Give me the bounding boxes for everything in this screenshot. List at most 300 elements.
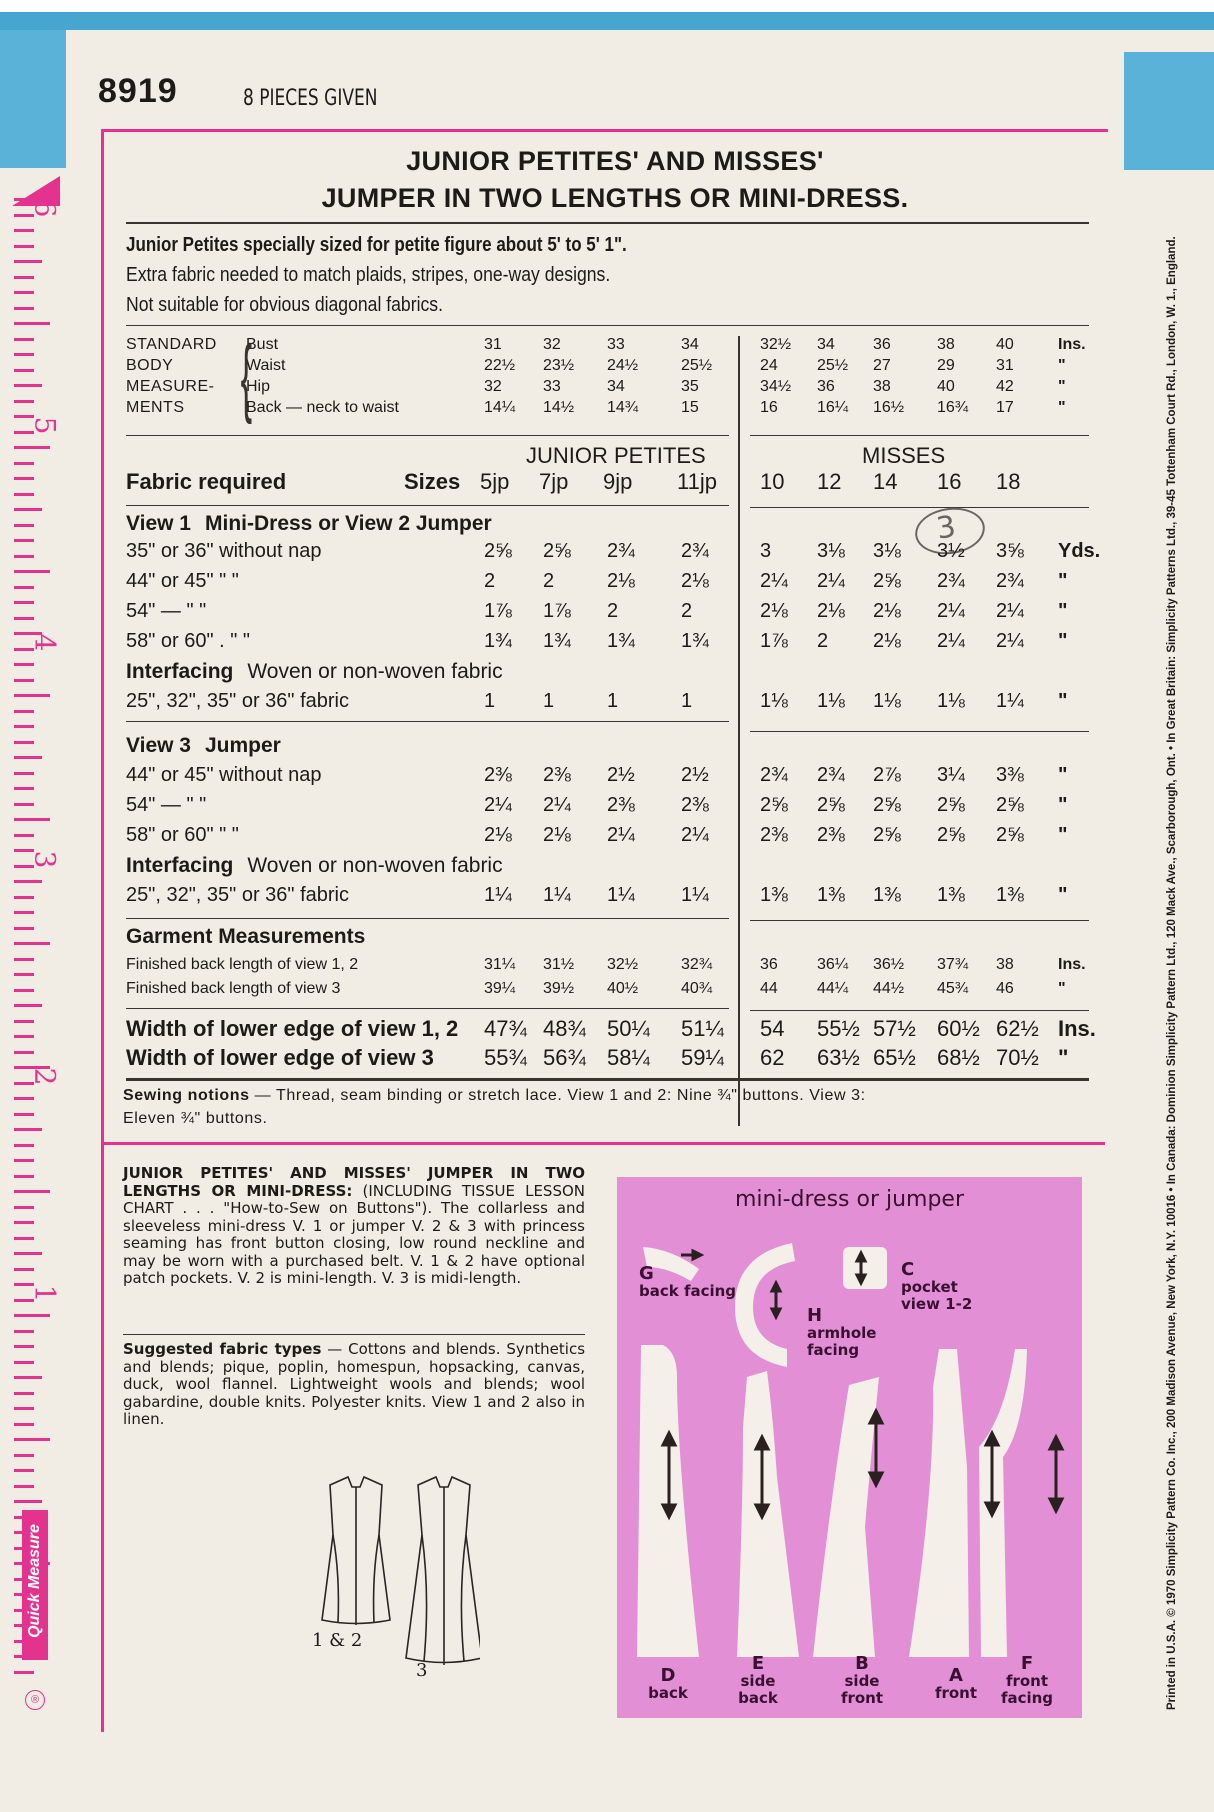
ruler-number: 1: [28, 1284, 62, 1303]
row-label: 54" — " ": [126, 794, 207, 816]
ruler-tick: [14, 756, 42, 759]
ruler-tick: [14, 834, 34, 837]
misses-value: 2¾: [817, 764, 845, 786]
ruler-tick: [14, 570, 50, 573]
misses-value: 16¼: [817, 399, 849, 416]
ruler-tick: [14, 1330, 34, 1333]
jp-value: 55¾: [484, 1045, 527, 1070]
unit-label: ": [1058, 794, 1068, 816]
misses-value: 2¼: [996, 600, 1024, 622]
jp-value: 24½: [607, 357, 639, 374]
view12-heading: View 1 Mini-Dress or View 2 Jumper: [126, 512, 492, 535]
sketch-label-view12: 1 & 2: [312, 1630, 363, 1651]
ruler-tick: [14, 1051, 34, 1054]
piece-label-g: G back facing: [639, 1263, 737, 1300]
misses-value: 1⅜: [937, 884, 965, 906]
misses-value: 2⅞: [873, 764, 901, 786]
ruler-tick: [14, 276, 34, 279]
piece-label-d: D back: [648, 1665, 688, 1702]
misses-value: 1⅛: [760, 690, 788, 712]
view3-heading: View 3 Jumper: [126, 734, 281, 757]
unit-label: ": [1058, 630, 1068, 652]
misses-value: 36: [873, 336, 891, 353]
jp-value: 1¼: [484, 884, 512, 906]
ruler-tick: [14, 1237, 34, 1240]
misses-value: 1⅞: [760, 630, 788, 652]
row-label: Waist: [246, 357, 286, 374]
jp-value: 2¼: [681, 824, 709, 846]
ruler-tick: [14, 338, 34, 341]
misses-value: 2⅜: [817, 824, 845, 846]
group-label: MEASURE-: [126, 378, 215, 395]
misses-value: 36½: [873, 956, 905, 973]
column-divider: [738, 336, 740, 1126]
jp-value: 1: [607, 690, 619, 712]
jp-value: 1¼: [607, 884, 635, 906]
brace-icon: {: [240, 329, 253, 425]
ruler-tick: [14, 803, 34, 806]
misses-value: 27: [873, 357, 891, 374]
misses-value: 32½: [760, 336, 792, 353]
misses-value: 37¾: [937, 956, 969, 973]
ruler-tick: [14, 679, 34, 682]
misses-value: 3: [760, 540, 772, 562]
jp-value: 25½: [681, 357, 713, 374]
jp-value: 2⅝: [484, 540, 512, 562]
jp-value: 32: [543, 336, 561, 353]
jp-value: 2½: [607, 764, 635, 786]
misses-value: 40: [996, 336, 1014, 353]
ruler-tick: [14, 245, 34, 248]
jp-value: 58¼: [607, 1045, 650, 1070]
ruler-tick: [14, 1469, 34, 1472]
group-misses: MISSES: [862, 443, 946, 468]
divider: [126, 1008, 729, 1009]
ruler-tick: [14, 493, 34, 496]
jp-value: 2¼: [543, 794, 571, 816]
jp-value: 39¼: [484, 980, 516, 997]
size-jp: 9jp: [603, 469, 633, 494]
jp-value: 1¾: [543, 630, 571, 652]
size-misses: 14: [873, 469, 898, 494]
jp-value: 2: [607, 600, 619, 622]
jp-value: 14¼: [484, 399, 516, 416]
misses-value: 34½: [760, 378, 792, 395]
unit-label: ": [1058, 884, 1068, 906]
row-label: 35" or 36" without nap: [126, 540, 322, 562]
jp-value: 2⅛: [607, 570, 635, 592]
misses-value: 2⅝: [873, 570, 901, 592]
ruler-tick: [14, 1206, 34, 1209]
misses-value: 1⅛: [873, 690, 901, 712]
misses-value: 2⅝: [873, 824, 901, 846]
misses-value: 40: [937, 378, 955, 395]
ruler-tick: [14, 260, 42, 263]
ruler-tick: [14, 586, 34, 589]
ruler-tick: [14, 1097, 34, 1100]
misses-value: 63½: [817, 1045, 860, 1070]
misses-value: 62½: [996, 1016, 1039, 1041]
misses-value: 1¼: [996, 690, 1024, 712]
jp-value: 32: [484, 378, 502, 395]
note-extra-fabric: Extra fabric needed to match plaids, stripes, one-way designs.: [126, 264, 611, 286]
ruler-tick: [14, 818, 50, 821]
jp-value: 40½: [607, 980, 639, 997]
ruler-tick: [14, 1128, 42, 1131]
jp-value: 2: [543, 570, 555, 592]
ruler-tick: [14, 1392, 34, 1395]
size-jp: 11jp: [677, 469, 717, 494]
unit-label: ": [1058, 570, 1068, 592]
piece-label-e: E side back: [738, 1653, 778, 1707]
misses-value: 2¾: [760, 764, 788, 786]
row-label: 58" or 60" " ": [126, 824, 239, 846]
ruler-tick: [14, 291, 34, 294]
unit-label: ": [1058, 690, 1068, 712]
piece-label-c: C pocket view 1-2: [901, 1259, 973, 1313]
jp-value: 1: [543, 690, 555, 712]
divider: [126, 1078, 1089, 1081]
ruler-tick: [14, 896, 34, 899]
ruler-tick: [14, 446, 50, 449]
ruler-tick: [14, 1004, 42, 1007]
misses-value: 36¼: [817, 956, 849, 973]
misses-value: 1⅜: [873, 884, 901, 906]
ruler-tick: [14, 1407, 34, 1410]
jp-value: 2⅝: [543, 540, 571, 562]
group-label: MENTS: [126, 399, 185, 416]
garment-heading: Garment Measurements: [126, 925, 366, 948]
ruler-tick: [14, 1221, 34, 1224]
jp-value: 31¼: [484, 956, 516, 973]
jp-value: 1¾: [607, 630, 635, 652]
misses-value: 1⅜: [760, 884, 788, 906]
ruler-tick: [14, 477, 34, 480]
misses-value: 25½: [817, 357, 849, 374]
frame-divider: [101, 1142, 1105, 1145]
ruler-tick: [14, 1345, 34, 1348]
divider: [750, 920, 1089, 921]
divider: [126, 721, 729, 722]
ruler-tick: [14, 710, 34, 713]
divider: [750, 507, 1089, 508]
jp-value: 1⅞: [484, 600, 512, 622]
ruler-tick: [14, 369, 34, 372]
ruler-tick: [14, 1252, 42, 1255]
misses-value: 3⅛: [873, 540, 901, 562]
jp-value: 39½: [543, 980, 575, 997]
jp-value: 32½: [607, 956, 639, 973]
pieces-count: 8 PIECES GIVEN: [243, 86, 378, 111]
jp-value: 51¼: [681, 1016, 724, 1041]
misses-value: 1⅛: [817, 690, 845, 712]
registered-mark-icon: ®: [25, 1690, 45, 1710]
ruler-tick: [14, 1113, 34, 1116]
misses-value: 34: [817, 336, 835, 353]
size-misses: 10: [760, 469, 785, 494]
row-label: Width of lower edge of view 1, 2: [126, 1016, 459, 1041]
ruler-tick: [14, 1485, 34, 1488]
ruler-tick: [14, 741, 34, 744]
misses-value: 2⅝: [996, 794, 1024, 816]
ruler-tick: [14, 927, 34, 930]
view3-interfacing-heading: Interfacing Woven or non-woven fabric: [126, 854, 503, 877]
sewing-notions-cont: Eleven ¾" buttons.: [123, 1110, 268, 1127]
jp-value: 1: [484, 690, 496, 712]
ruler-tick: [14, 880, 42, 883]
pattern-description: JUNIOR PETITES' AND MISSES' JUMPER IN TWO LENGTHS OR MINI-DRESS: (INCLUDING TISSUE LESSON CHART . . . "How-to-Sew on Buttons"). The collarless and sleeveless mini-dress V. 1 or jumper V. 2 & 3 with princess seaming has front button closing, low round neckline and may be worn with a purchased belt. V. 1 & 2 have optional patch pockets. V. 2 is mini-length. V. 3 is midi-length.: [123, 1164, 585, 1287]
divider: [750, 731, 1089, 732]
divider: [126, 222, 1089, 224]
misses-value: 16½: [873, 399, 905, 416]
fabric-required-label: Fabric required: [126, 469, 287, 494]
handwritten-circled-mark: 3: [912, 503, 988, 558]
misses-value: 2⅝: [873, 794, 901, 816]
row-label: Hip: [246, 378, 271, 395]
jp-value: 34: [681, 336, 699, 353]
ruler-tick: [14, 524, 34, 527]
ruler-tick: [14, 617, 34, 620]
ruler-tick: [14, 322, 50, 325]
jp-value: 33: [543, 378, 561, 395]
ruler-tick: [14, 555, 34, 558]
ruler-tick: [14, 384, 42, 387]
misses-value: 65½: [873, 1045, 916, 1070]
misses-value: 2¼: [760, 570, 788, 592]
ruler-tick: [14, 601, 34, 604]
divider: [750, 1010, 1089, 1011]
size-jp: 7jp: [539, 469, 569, 494]
ruler-tick: [14, 973, 34, 976]
ruler-tick: [14, 1671, 34, 1674]
ruler-tick: [14, 400, 34, 403]
jp-value: 2⅜: [484, 764, 512, 786]
ruler-tick: [14, 1175, 34, 1178]
jp-value: 1¾: [681, 630, 709, 652]
ruler-tick: [14, 1035, 34, 1038]
misses-value: 36: [817, 378, 835, 395]
jp-value: 2¾: [681, 540, 709, 562]
ruler-tick: [14, 942, 50, 945]
unit-label: Ins.: [1058, 336, 1086, 353]
ruler-tick: [14, 229, 34, 232]
jp-value: 2⅜: [607, 794, 635, 816]
row-label: Finished back length of view 1, 2: [126, 956, 359, 973]
ruler-tick: [14, 1423, 34, 1426]
misses-value: 31: [996, 357, 1014, 374]
divider: [750, 435, 1089, 436]
misses-value: 68½: [937, 1045, 980, 1070]
jp-value: 1¼: [681, 884, 709, 906]
misses-value: 60½: [937, 1016, 980, 1041]
misses-value: 45¾: [937, 980, 969, 997]
sizes-label: Sizes: [404, 469, 461, 494]
jp-value: 31½: [543, 956, 575, 973]
jp-value: 2⅜: [681, 794, 709, 816]
size-misses: 18: [996, 469, 1021, 494]
jp-value: 1¼: [543, 884, 571, 906]
jp-value: 2⅛: [484, 824, 512, 846]
quick-measure-ruler: [0, 168, 66, 1708]
sewing-notions: Sewing notions — Thread, seam binding or stretch lace. View 1 and 2: Nine ¾" buttons. View 3:: [123, 1087, 866, 1104]
misses-value: 3⅜: [996, 764, 1024, 786]
misses-value: 2: [817, 630, 829, 652]
jp-value: 14½: [543, 399, 575, 416]
misses-value: 42: [996, 378, 1014, 395]
row-label: Bust: [246, 336, 279, 353]
ruler-tick: [14, 1144, 34, 1147]
jp-value: 33: [607, 336, 625, 353]
ruler-tick: [14, 1268, 34, 1271]
ruler-number: 4: [28, 633, 62, 652]
row-label: 25", 32", 35" or 36" fabric: [126, 884, 349, 906]
quick-measure-badge: Quick Measure: [22, 1510, 48, 1660]
ruler-tick: [14, 772, 34, 775]
misses-value: 38: [873, 378, 891, 395]
row-label: 58" or 60" . " ": [126, 630, 251, 652]
misses-value: 2⅝: [937, 794, 965, 816]
divider: [126, 325, 1089, 326]
divider: [126, 918, 729, 919]
piece-label-h: H armhole facing: [807, 1305, 877, 1359]
row-label: 25", 32", 35" or 36" fabric: [126, 690, 349, 712]
misses-value: 1⅜: [996, 884, 1024, 906]
jp-value: 22½: [484, 357, 516, 374]
misses-value: 54: [760, 1016, 785, 1041]
ruler-tick: [14, 1020, 34, 1023]
jp-value: 59¼: [681, 1045, 724, 1070]
misses-value: 2⅛: [873, 630, 901, 652]
unit-label: ": [1058, 378, 1066, 395]
misses-value: 2¾: [996, 570, 1024, 592]
row-label: Back — neck to waist: [246, 399, 399, 416]
publisher-imprint: Printed in U.S.A. © 1970 Simplicity Pattern Co. Inc., 200 Madison Avenue, New York, N.Y. 10016 • In Canada: Dominion Simplicity Pattern Ltd., 120 Mack Ave., Scarborough, Ont. • In Great Britain: Simplicity Patterns Ltd., 39-45 Tottenham Court Rd., London, W. 1., England.: [1166, 236, 1178, 1710]
misses-value: 2⅝: [760, 794, 788, 816]
unit-label: ": [1058, 399, 1066, 416]
jp-value: 2⅜: [543, 764, 571, 786]
jp-value: 2: [681, 600, 693, 622]
row-label: Finished back length of view 3: [126, 980, 341, 997]
ruler-tick: [14, 1454, 34, 1457]
misses-value: 44: [760, 980, 778, 997]
jp-value: 2¼: [484, 794, 512, 816]
divider: [126, 505, 729, 506]
size-jp: 5jp: [480, 469, 510, 494]
jp-value: 50¼: [607, 1016, 650, 1041]
envelope-blue-edge-top: [0, 12, 1214, 30]
misses-value: 2⅝: [937, 824, 965, 846]
ruler-number: 5: [28, 416, 62, 435]
jp-value: 47¾: [484, 1016, 527, 1041]
ruler-tick: [14, 353, 34, 356]
row-label: 44" or 45" without nap: [126, 764, 322, 786]
misses-value: 3¼: [937, 764, 965, 786]
piece-label-b: B side front: [840, 1653, 884, 1707]
size-misses: 12: [817, 469, 842, 494]
jp-value: 56¾: [543, 1045, 586, 1070]
size-misses: 16: [937, 469, 962, 494]
ruler-tick: [14, 462, 34, 465]
unit-label: ": [1058, 600, 1068, 622]
jp-value: 2¾: [607, 540, 635, 562]
misses-value: 2¼: [937, 630, 965, 652]
misses-value: 24: [760, 357, 778, 374]
unit-label: ": [1058, 764, 1068, 786]
misses-value: 1⅜: [817, 884, 845, 906]
jp-value: 23½: [543, 357, 575, 374]
page-title-line1: JUNIOR PETITES' AND MISSES': [406, 146, 824, 176]
misses-value: 46: [996, 980, 1014, 997]
misses-value: 3⅛: [817, 540, 845, 562]
misses-value: 17: [996, 399, 1014, 416]
ruler-tick: [14, 1376, 42, 1379]
ruler-tick: [14, 539, 34, 542]
jp-value: 2⅛: [681, 570, 709, 592]
misses-value: 1⅛: [937, 690, 965, 712]
jp-value: 14¾: [607, 399, 639, 416]
ruler-number: 2: [28, 1067, 62, 1086]
ruler-tick: [14, 1159, 34, 1162]
misses-value: 3½: [937, 540, 965, 562]
fabric-suggestions: Suggested fabric types — Cottons and blends. Synthetics and blends; pique, poplin, homespun, hopsacking, canvas, duck, wool flannel. Lightweight wools and blends; wool gabardine, double knits. Polyester knits. View 1 and 2 also in linen.: [123, 1340, 586, 1428]
ruler-tick: [14, 307, 34, 310]
sketch-label-view3: 3: [416, 1660, 428, 1681]
ruler-tick: [14, 787, 34, 790]
jp-value: 1⅞: [543, 600, 571, 622]
jp-value: 40¾: [681, 980, 713, 997]
ruler-tick: [14, 508, 42, 511]
unit-label: ": [1058, 824, 1068, 846]
misses-value: 38: [996, 956, 1014, 973]
jp-value: 1: [681, 690, 693, 712]
view12-interfacing-heading: Interfacing Woven or non-woven fabric: [126, 660, 503, 683]
misses-value: 2⅛: [817, 600, 845, 622]
jp-value: 48¾: [543, 1016, 586, 1041]
jp-value: 2: [484, 570, 496, 592]
misses-value: 57½: [873, 1016, 916, 1041]
group-label: BODY: [126, 357, 174, 374]
misses-value: 2¾: [937, 570, 965, 592]
ruler-number: 6: [28, 199, 62, 218]
jp-value: 31: [484, 336, 502, 353]
row-label: Width of lower edge of view 3: [126, 1045, 434, 1070]
misses-value: 16¾: [937, 399, 969, 416]
jp-value: 32¾: [681, 956, 713, 973]
misses-value: 2⅛: [873, 600, 901, 622]
misses-value: 44½: [873, 980, 905, 997]
pattern-pieces-icon: [617, 1177, 1082, 1718]
ruler-tick: [14, 1500, 42, 1503]
unit-label: ": [1058, 357, 1066, 374]
misses-value: 29: [937, 357, 955, 374]
misses-value: 62: [760, 1045, 785, 1070]
ruler-tick: [14, 1361, 34, 1364]
jp-value: 2½: [681, 764, 709, 786]
ruler-tick: [14, 1190, 50, 1193]
unit-label: ": [1058, 1045, 1069, 1070]
ruler-tick: [14, 1438, 50, 1441]
unit-label: Yds.: [1058, 540, 1101, 562]
diagram-title: mini-dress or jumper: [734, 1187, 965, 1212]
misses-value: 2⅝: [996, 824, 1024, 846]
jp-value: 34: [607, 378, 625, 395]
jp-value: 15: [681, 399, 699, 416]
misses-value: 3⅝: [996, 540, 1024, 562]
group-junior-petites: JUNIOR PETITES: [526, 443, 706, 468]
misses-value: 38: [937, 336, 955, 353]
unit-label: ": [1058, 980, 1066, 997]
ruler-tick: [14, 725, 34, 728]
